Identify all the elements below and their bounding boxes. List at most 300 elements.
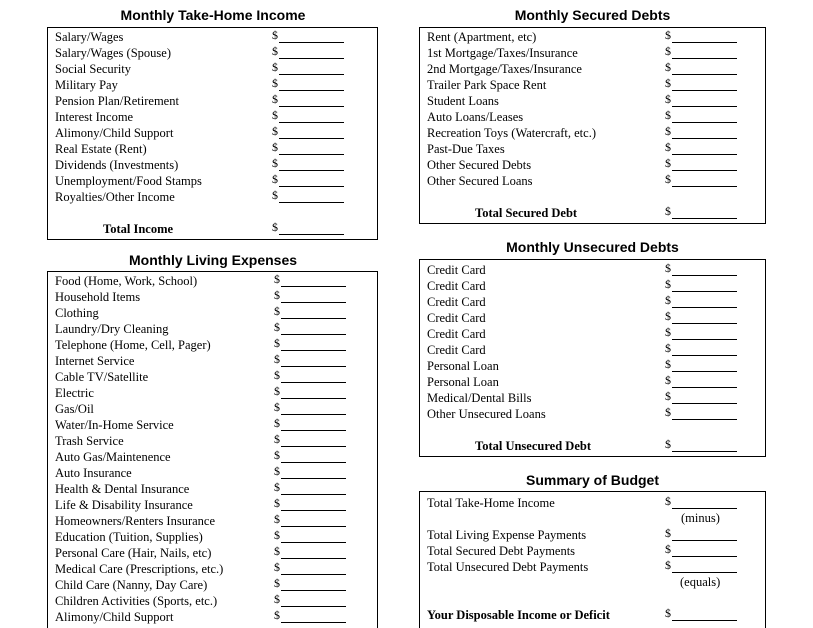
amount-line [279, 170, 344, 171]
amount-line [672, 572, 737, 573]
take_home-row [55, 109, 377, 125]
secured-row-amount[interactable] [665, 109, 737, 125]
secured-row-label: Recreation Toys (Watercraft, etc.) [427, 126, 596, 140]
take_home-row-amount[interactable] [272, 29, 344, 45]
secured-row [427, 93, 765, 109]
amount-line [672, 42, 737, 43]
secured-row [427, 125, 765, 141]
dollar-sign: $ [274, 544, 280, 558]
secured-row-amount[interactable] [665, 141, 737, 157]
amount-line [672, 58, 737, 59]
dollar-sign: $ [665, 558, 671, 572]
secured-row-amount[interactable] [665, 93, 737, 109]
amount-line [672, 74, 737, 75]
amount-line [672, 355, 737, 356]
living-row [55, 369, 377, 385]
take_home-row [55, 77, 377, 93]
dollar-sign: $ [665, 60, 671, 74]
living-row-amount[interactable] [274, 481, 346, 497]
living-row-label: Child Care (Nanny, Day Care) [55, 578, 208, 592]
take_home-row-label: Dividends (Investments) [55, 158, 179, 172]
summary-unsecured-row [427, 559, 765, 575]
secured-row-label: Other Secured Debts [427, 158, 532, 172]
dollar-sign: $ [274, 464, 280, 478]
amount-line [672, 419, 737, 420]
amount-line [281, 494, 346, 495]
living-row-label: Personal Care (Hair, Nails, etc) [55, 546, 212, 560]
unsecured-row-amount[interactable] [665, 310, 737, 326]
unsecured-row-amount[interactable] [665, 406, 737, 422]
summary-result-row [427, 607, 765, 623]
unsecured-row-label: Personal Loan [427, 359, 499, 373]
living-row [55, 449, 377, 465]
amount-line [672, 291, 737, 292]
amount-line [281, 302, 346, 303]
amount-line [672, 540, 737, 541]
dollar-sign: $ [274, 352, 280, 366]
secured-row-label: Trailer Park Space Rent [427, 78, 547, 92]
amount-line [279, 106, 344, 107]
living-row-amount[interactable] [274, 273, 346, 289]
dollar-sign: $ [665, 28, 671, 42]
dollar-sign: $ [665, 44, 671, 58]
total-unsecured-amount[interactable] [665, 438, 737, 454]
living-row-amount[interactable] [274, 609, 346, 625]
take_home-row-label: Real Estate (Rent) [55, 142, 147, 156]
dollar-sign: $ [665, 293, 671, 307]
unsecured-row [427, 342, 765, 358]
dollar-sign: $ [665, 172, 671, 186]
amount-line [281, 574, 346, 575]
living-row-amount[interactable] [274, 353, 346, 369]
amount-line [672, 508, 737, 509]
amount-line [281, 478, 346, 479]
living-row [55, 433, 377, 449]
dollar-sign: $ [665, 542, 671, 556]
take_home-row [55, 125, 377, 141]
dollar-sign: $ [274, 432, 280, 446]
unsecured-row [427, 278, 765, 294]
total-secured-amount[interactable] [665, 205, 737, 221]
living-row-amount[interactable] [274, 321, 346, 337]
living-row-label: Clothing [55, 306, 99, 320]
summary-box [419, 491, 766, 628]
living-row-label: Children Activities (Sports, etc.) [55, 594, 218, 608]
secured-row-label: 2nd Mortgage/Taxes/Insurance [427, 62, 582, 76]
amount-line [281, 382, 346, 383]
amount-line [281, 430, 346, 431]
unsecured-row-label: Credit Card [427, 279, 486, 293]
amount-line [279, 74, 344, 75]
living-row [55, 321, 377, 337]
dollar-sign: $ [665, 325, 671, 339]
amount-line [281, 318, 346, 319]
living-row-amount[interactable] [274, 401, 346, 417]
amount-line [672, 556, 737, 557]
dollar-sign: $ [665, 204, 671, 218]
living-row [55, 609, 377, 625]
take_home-row [55, 45, 377, 61]
living-row [55, 561, 377, 577]
amount-line [672, 218, 737, 219]
living-row-amount[interactable] [274, 305, 346, 321]
secured-row-amount[interactable] [665, 61, 737, 77]
amount-line [279, 138, 344, 139]
amount-line [279, 154, 344, 155]
living-row [55, 353, 377, 369]
secured-row-amount[interactable] [665, 45, 737, 61]
summary-living-row [427, 527, 765, 543]
unsecured-row [427, 390, 765, 406]
take-home-box [47, 27, 378, 240]
take_home-row [55, 93, 377, 109]
dollar-sign: $ [274, 480, 280, 494]
living-row-amount[interactable] [274, 465, 346, 481]
dollar-sign: $ [274, 304, 280, 318]
amount-line [281, 462, 346, 463]
living-row-label: Health & Dental Insurance [55, 482, 190, 496]
secured-box [419, 27, 766, 224]
dollar-sign: $ [272, 124, 278, 138]
living-row [55, 577, 377, 593]
take_home-row-amount[interactable] [272, 189, 344, 205]
total-income-amount[interactable] [272, 221, 344, 237]
take_home-row [55, 61, 377, 77]
amount-line [672, 186, 737, 187]
take_home-row-amount[interactable] [272, 93, 344, 109]
amount-line [672, 275, 737, 276]
amount-line [281, 622, 346, 623]
living-row-amount[interactable] [274, 449, 346, 465]
amount-line [281, 414, 346, 415]
take_home-row-amount[interactable] [272, 157, 344, 173]
dollar-sign: $ [665, 261, 671, 275]
unsecured-row-label: Credit Card [427, 327, 486, 341]
dollar-sign: $ [274, 368, 280, 382]
secured-row [427, 29, 765, 45]
unsecured-title: Monthly Unsecured Debts [506, 239, 679, 255]
amount-line [672, 371, 737, 372]
living-row-amount[interactable] [274, 545, 346, 561]
dollar-sign: $ [665, 357, 671, 371]
secured-row [427, 61, 765, 77]
living-row-label: Auto Insurance [55, 466, 132, 480]
dollar-sign: $ [665, 108, 671, 122]
amount-line [672, 106, 737, 107]
living-row-amount[interactable] [274, 417, 346, 433]
amount-line [281, 334, 346, 335]
take_home-row [55, 173, 377, 189]
dollar-sign: $ [274, 512, 280, 526]
amount-line [672, 122, 737, 123]
take_home-row-label: Military Pay [55, 78, 118, 92]
take_home-row-label: Salary/Wages (Spouse) [55, 46, 171, 60]
dollar-sign: $ [274, 416, 280, 430]
take_home-row-amount[interactable] [272, 109, 344, 125]
amount-line [281, 446, 346, 447]
dollar-sign: $ [272, 76, 278, 90]
dollar-sign: $ [665, 437, 671, 451]
dollar-sign: $ [274, 336, 280, 350]
dollar-sign: $ [272, 188, 278, 202]
living-row-label: Auto Gas/Maintenence [55, 450, 171, 464]
dollar-sign: $ [274, 384, 280, 398]
dollar-sign: $ [665, 373, 671, 387]
summary-secured-amount[interactable] [665, 543, 737, 559]
living-row-label: Education (Tuition, Supplies) [55, 530, 203, 544]
unsecured-row [427, 406, 765, 422]
secured-row [427, 157, 765, 173]
total-unsecured-label: Total Unsecured Debt [475, 439, 591, 453]
summary-unsecured-label: Total Unsecured Debt Payments [427, 560, 589, 574]
take_home-row-amount[interactable] [272, 125, 344, 141]
unsecured-row [427, 310, 765, 326]
amount-line [279, 202, 344, 203]
summary-take-home-label: Total Take-Home Income [427, 496, 555, 510]
dollar-sign: $ [274, 576, 280, 590]
dollar-sign: $ [272, 60, 278, 74]
amount-line [672, 138, 737, 139]
take_home-row-amount[interactable] [272, 77, 344, 93]
amount-line [279, 42, 344, 43]
living-row [55, 481, 377, 497]
summary-result-amount[interactable] [665, 607, 737, 623]
living-row [55, 529, 377, 545]
amount-line [279, 186, 344, 187]
unsecured-row-label: Credit Card [427, 343, 486, 357]
living-row-label: Internet Service [55, 354, 135, 368]
secured-row [427, 45, 765, 61]
secured-row-label: Rent (Apartment, etc) [427, 30, 537, 44]
amount-line [279, 90, 344, 91]
total-income-row [55, 221, 377, 237]
living-row-amount[interactable] [274, 337, 346, 353]
amount-line [672, 154, 737, 155]
amount-line [281, 366, 346, 367]
amount-line [672, 403, 737, 404]
living-row-label: Food (Home, Work, School) [55, 274, 198, 288]
amount-line [281, 542, 346, 543]
take_home-row [55, 141, 377, 157]
unsecured-row-label: Credit Card [427, 295, 486, 309]
living-row-label: Homeowners/Renters Insurance [55, 514, 216, 528]
dollar-sign: $ [274, 272, 280, 286]
amount-line [672, 323, 737, 324]
take_home-row-label: Unemployment/Food Stamps [55, 174, 202, 188]
living-row-label: Cable TV/Satellite [55, 370, 149, 384]
unsecured-row [427, 326, 765, 342]
living-row-amount[interactable] [274, 497, 346, 513]
amount-line [672, 620, 737, 621]
dollar-sign: $ [274, 400, 280, 414]
living-row-label: Medical Care (Prescriptions, etc.) [55, 562, 224, 576]
living-row-label: Laundry/Dry Cleaning [55, 322, 169, 336]
living-row-amount[interactable] [274, 529, 346, 545]
dollar-sign: $ [274, 560, 280, 574]
dollar-sign: $ [274, 320, 280, 334]
dollar-sign: $ [665, 124, 671, 138]
take_home-row-amount[interactable] [272, 61, 344, 77]
secured-row [427, 77, 765, 93]
secured-row-amount[interactable] [665, 125, 737, 141]
take_home-row-label: Alimony/Child Support [55, 126, 174, 140]
dollar-sign: $ [665, 494, 671, 508]
living-row [55, 401, 377, 417]
unsecured-row-label: Other Unsecured Loans [427, 407, 546, 421]
amount-line [281, 286, 346, 287]
living-row [55, 305, 377, 321]
living-row-amount[interactable] [274, 593, 346, 609]
living-row [55, 465, 377, 481]
amount-line [281, 606, 346, 607]
living-box [47, 271, 378, 628]
unsecured-row-label: Credit Card [427, 263, 486, 277]
living-row [55, 513, 377, 529]
amount-line [281, 558, 346, 559]
dollar-sign: $ [665, 156, 671, 170]
total-income-label: Total Income [103, 222, 174, 236]
dollar-sign: $ [272, 92, 278, 106]
living-row-amount[interactable] [274, 385, 346, 401]
secured-row-label: Auto Loans/Leases [427, 110, 524, 124]
dollar-sign: $ [665, 92, 671, 106]
unsecured-row-amount[interactable] [665, 262, 737, 278]
living-row-label: Gas/Oil [55, 402, 94, 416]
amount-line [279, 122, 344, 123]
unsecured-row-amount[interactable] [665, 374, 737, 390]
living-row-amount[interactable] [274, 369, 346, 385]
amount-line [672, 307, 737, 308]
secured-row-label: Student Loans [427, 94, 499, 108]
dollar-sign: $ [272, 220, 278, 234]
living-row [55, 545, 377, 561]
amount-line [672, 339, 737, 340]
amount-line [672, 90, 737, 91]
living-row-amount[interactable] [274, 577, 346, 593]
take_home-row-amount[interactable] [272, 173, 344, 189]
living-row [55, 273, 377, 289]
dollar-sign: $ [665, 606, 671, 620]
living-row [55, 289, 377, 305]
take_home-row-label: Royalties/Other Income [55, 190, 175, 204]
unsecured-row-amount[interactable] [665, 390, 737, 406]
secured-row-amount[interactable] [665, 77, 737, 93]
summary-unsecured-amount[interactable] [665, 559, 737, 575]
unsecured-row-label: Credit Card [427, 311, 486, 325]
summary-living-amount[interactable] [665, 527, 737, 543]
secured-row-amount[interactable] [665, 29, 737, 45]
amount-line [281, 350, 346, 351]
secured-row-label: Past-Due Taxes [427, 142, 505, 156]
summary-secured-row [427, 543, 765, 559]
amount-line [672, 170, 737, 171]
summary-result-label: Your Disposable Income or Deficit [427, 608, 610, 622]
equals-note: (equals) [680, 575, 721, 589]
secured-row [427, 109, 765, 125]
unsecured-box [419, 259, 766, 457]
dollar-sign: $ [274, 528, 280, 542]
dollar-sign: $ [274, 448, 280, 462]
dollar-sign: $ [665, 526, 671, 540]
summary-take-home-amount[interactable] [665, 495, 737, 511]
living-row [55, 337, 377, 353]
take_home-row-label: Salary/Wages [55, 30, 124, 44]
living-row-amount[interactable] [274, 513, 346, 529]
dollar-sign: $ [274, 288, 280, 302]
total-secured-row [427, 205, 765, 221]
take_home-row-label: Interest Income [55, 110, 134, 124]
unsecured-row-amount[interactable] [665, 294, 737, 310]
dollar-sign: $ [274, 496, 280, 510]
living-row-label: Household Items [55, 290, 141, 304]
amount-line [281, 526, 346, 527]
living-row-label: Alimony/Child Support [55, 610, 174, 624]
amount-line [281, 590, 346, 591]
summary-secured-label: Total Secured Debt Payments [427, 544, 576, 558]
minus-note: (minus) [681, 511, 720, 525]
unsecured-row-label: Medical/Dental Bills [427, 391, 532, 405]
dollar-sign: $ [272, 172, 278, 186]
take_home-row-label: Pension Plan/Retirement [55, 94, 179, 108]
dollar-sign: $ [665, 76, 671, 90]
unsecured-row-amount[interactable] [665, 278, 737, 294]
secured-row-amount[interactable] [665, 157, 737, 173]
dollar-sign: $ [272, 108, 278, 122]
living-row [55, 593, 377, 609]
total-unsecured-row [427, 438, 765, 454]
dollar-sign: $ [665, 140, 671, 154]
unsecured-row [427, 262, 765, 278]
take-home-title: Monthly Take-Home Income [120, 7, 306, 23]
living-row-amount[interactable] [274, 433, 346, 449]
dollar-sign: $ [665, 341, 671, 355]
amount-line [672, 387, 737, 388]
amount-line [672, 451, 737, 452]
unsecured-row-amount[interactable] [665, 326, 737, 342]
secured-row-amount[interactable] [665, 173, 737, 189]
living-row [55, 497, 377, 513]
unsecured-row-label: Personal Loan [427, 375, 499, 389]
secured-title: Monthly Secured Debts [514, 7, 671, 23]
dollar-sign: $ [274, 608, 280, 622]
dollar-sign: $ [272, 156, 278, 170]
amount-line [279, 58, 344, 59]
living-row-label: Trash Service [55, 434, 124, 448]
secured-row [427, 141, 765, 157]
living-title: Monthly Living Expenses [128, 252, 298, 268]
summary-living-label: Total Living Expense Payments [427, 528, 587, 542]
take_home-row-amount[interactable] [272, 141, 344, 157]
secured-row [427, 173, 765, 189]
dollar-sign: $ [272, 28, 278, 42]
take_home-row-amount[interactable] [272, 45, 344, 61]
living-row-amount[interactable] [274, 289, 346, 305]
unsecured-row-amount[interactable] [665, 358, 737, 374]
unsecured-row-amount[interactable] [665, 342, 737, 358]
total-secured-label: Total Secured Debt [475, 206, 578, 220]
take_home-row [55, 157, 377, 173]
living-row [55, 385, 377, 401]
take_home-row [55, 189, 377, 205]
living-row-amount[interactable] [274, 561, 346, 577]
dollar-sign: $ [274, 592, 280, 606]
take_home-row [55, 29, 377, 45]
dollar-sign: $ [665, 389, 671, 403]
dollar-sign: $ [272, 44, 278, 58]
dollar-sign: $ [665, 309, 671, 323]
amount-line [281, 510, 346, 511]
take_home-row-label: Social Security [55, 62, 132, 76]
